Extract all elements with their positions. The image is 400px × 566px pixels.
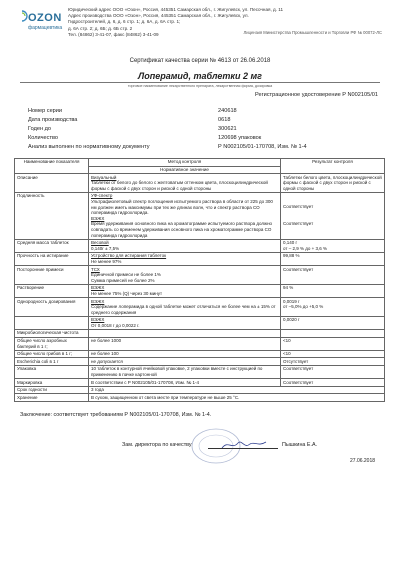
cell-result xyxy=(281,192,385,239)
cell-result-text: от – 2,9 % до + 3,6 % xyxy=(283,245,327,251)
certificate-footer xyxy=(14,412,386,462)
cell-norm-text: 0,140г ± 7,5% xyxy=(91,245,120,251)
cell-norm-text: Единичной примеси не более 1% xyxy=(91,272,161,278)
table-row xyxy=(15,350,385,358)
cell-result: 99,88 % xyxy=(281,252,385,265)
cell-indicator: Посторонние примеси xyxy=(15,266,89,285)
signer-label: Зам. директора по качеству xyxy=(122,441,192,448)
address-line: Юридический адрес ООО «Озон», Россия, 445351 Самарская обл., г. Жигулевск, ул. Песочная, д. 11 xyxy=(68,7,284,12)
table-row xyxy=(15,192,385,239)
cell-norm-text: Сумма примесей не более 2% xyxy=(91,277,155,283)
cell-method: Весовой xyxy=(91,240,109,246)
cell-indicator: Однородность дозирования xyxy=(15,298,89,317)
cell-result: 0,0020 г xyxy=(281,316,385,329)
info-label: Годен до xyxy=(28,125,52,132)
cell-norm: не допускается xyxy=(89,358,281,366)
specification-table xyxy=(14,158,385,402)
cell-indicator: Маркировка xyxy=(15,379,89,387)
info-row xyxy=(14,143,386,152)
logo-swirl-icon xyxy=(16,10,28,22)
cell-norm: 10 таблеток в контурной ячейковой упаковке, 2 упаковки вместе с инструкцией по применению в пачке картонной xyxy=(89,365,281,378)
cell-indicator: Подлинность xyxy=(15,192,89,239)
cell-result xyxy=(281,329,385,337)
cell-norm xyxy=(89,316,281,329)
cell-indicator: Escherichia coli в 1 г xyxy=(15,358,89,366)
cell-norm xyxy=(89,252,281,265)
cell-method: Устройство для истирания таблеток xyxy=(91,253,167,259)
letterhead xyxy=(14,0,386,44)
cell-indicator: Общее число грибов в 1 г; xyxy=(15,350,89,358)
cell-indicator: Общее число аэробных бактерий в 1 г; xyxy=(15,337,89,350)
cell-indicator: Упаковка xyxy=(15,365,89,378)
table-row xyxy=(15,239,385,252)
header-indicator: Наименование показателя xyxy=(15,158,89,173)
cell-result: Отсутствует xyxy=(281,358,385,366)
cell-result: Соответствует xyxy=(281,266,385,285)
logo-subtitle: фармацевтика xyxy=(28,25,63,31)
cell-norm: не более 100 xyxy=(89,350,281,358)
cell-norm-text: Таблетки от белого до белого с желтоватым оттенком цвета, плоскоцилиндрической формы с фаской с двух сторон и риской с одной стороны xyxy=(91,180,268,191)
cell-indicator: Описание xyxy=(15,174,89,193)
table-row xyxy=(15,394,385,402)
info-value: Р N002105/01-170708, Изм. № 1-4 xyxy=(218,144,307,151)
signature-icon xyxy=(220,438,268,452)
cell-norm xyxy=(89,329,281,337)
cell-method: ВЭЖХ xyxy=(91,298,105,304)
ozon-logo xyxy=(22,8,66,42)
cell-result: <10 xyxy=(281,337,385,350)
table-row xyxy=(15,358,385,366)
cell-norm xyxy=(89,192,281,239)
cell-result: Соответствует xyxy=(281,379,385,387)
cell-result: Таблетки белого цвета, плоскоцилиндрической формы с фаской с двух сторон и риской с одной стороны xyxy=(281,174,385,193)
cell-norm-text: Ультрафиолетовый спектр поглощения испытуемого раствора в области от 225 до 300 нм должен иметь максимумы при тех же длинах волн, что и спектр раствора СО лоперамида гидрохлорида. xyxy=(91,199,273,216)
cell-indicator: Средняя масса таблеток xyxy=(15,239,89,252)
cell-norm-text: От 0,0018 г до 0,0022 г. xyxy=(91,322,140,328)
cell-result: Соответствует xyxy=(281,365,385,378)
table-row xyxy=(15,379,385,387)
cell-norm-text: Время удерживания основного пика на хроматограмме испытуемого раствора должно совпадать со временем удерживания основного пика на хроматограмме раствора СО лоперамида гидрохлорида xyxy=(91,221,273,238)
address-line: Тел. (84862) 3-41-07, факс (84862) 3-41-09 xyxy=(68,31,159,37)
cell-result-text: 0,140 г xyxy=(283,240,298,246)
info-row xyxy=(14,106,386,115)
table-row xyxy=(15,337,385,350)
cell-norm xyxy=(89,284,281,297)
info-label: Дата производства xyxy=(28,116,78,123)
product-underline xyxy=(20,82,380,83)
cell-result xyxy=(281,239,385,252)
license-text: Лицензия Министерства Промышленности и Торговли РФ № 00072-ЛС xyxy=(243,30,382,35)
info-label: Анализ выполнен по нормативному документу xyxy=(28,144,150,151)
cell-norm xyxy=(89,239,281,252)
table-header-row xyxy=(15,158,385,166)
certificate-title: Сертификат качества серии № 4613 от 26.06.2018 xyxy=(129,58,271,64)
cell-norm xyxy=(89,298,281,317)
signature-date: 27.06.2018 xyxy=(350,457,376,464)
cell-indicator: Растворение xyxy=(15,284,89,297)
cell-norm: В сухом, защищенном от света месте при температуре не выше 25 °С. xyxy=(89,394,385,402)
table-row xyxy=(15,174,385,193)
info-value: 0618 xyxy=(218,116,231,123)
cell-indicator: Срок годности xyxy=(15,386,89,394)
address-line: Адрес производства ООО «Озон», Россия, 445351 Самарская обл., г. Жигулевск, ул. Гидростроителей, д. 6, д. 6 стр. 1; д. 6А, д. 6А стр. 1; xyxy=(68,13,249,25)
cell-norm xyxy=(89,266,281,285)
product-name: Лоперамид, таблетки 2 мг xyxy=(138,71,262,81)
table-row xyxy=(15,284,385,297)
cell-result-text: от –5,0% до +5,0 % xyxy=(283,304,324,310)
cell-method: Визуальный xyxy=(91,174,117,180)
product-note: торговое наименование лекарственного препарата, лекарственная форма, дозировка xyxy=(127,84,273,88)
signer-name: Пышкина Е.А. xyxy=(282,441,318,448)
cell-norm-text: Не менее 97% xyxy=(91,258,122,264)
info-value: 300621 xyxy=(218,125,237,132)
signature-block xyxy=(14,438,386,462)
info-label: Количество xyxy=(28,135,59,142)
cell-indicator xyxy=(15,316,89,329)
cell-norm: 3 года xyxy=(89,386,385,394)
header-norm: Нормативное значение xyxy=(89,166,281,174)
cell-method: ТСХ xyxy=(91,266,100,272)
cell-method: УФ-спектр xyxy=(91,193,113,199)
table-row xyxy=(15,365,385,378)
cell-norm: не более 1000 xyxy=(89,337,281,350)
header-method: Метод контроля xyxy=(89,158,281,166)
cell-method: ВЭЖХ xyxy=(91,317,105,323)
cell-result: 94 % xyxy=(281,284,385,297)
table-row xyxy=(15,252,385,265)
table-row xyxy=(15,316,385,329)
cell-result-text: 0,0019 г xyxy=(283,298,300,304)
table-row xyxy=(15,266,385,285)
header-result: Результат контроля xyxy=(281,158,385,173)
info-label: Номер серии xyxy=(28,107,63,114)
info-value: 240618 xyxy=(218,107,237,114)
cell-indicator: Микробиологическая чистота xyxy=(15,329,89,337)
conclusion-text: Заключение: соответствует требованиям Р N002105/01-170708, Изм. № 1-4. xyxy=(20,411,212,418)
cell-result: <10 xyxy=(281,350,385,358)
info-value: 120698 упаковок xyxy=(218,135,262,142)
cell-norm xyxy=(89,174,281,193)
info-row xyxy=(14,124,386,133)
cell-result xyxy=(281,298,385,317)
signature-line xyxy=(208,448,278,449)
address-line: д. 6А стр. 2; д. 6Б; д. 6Б стр. 2 xyxy=(68,25,133,31)
table-row xyxy=(15,298,385,317)
cell-method: ВЭЖХ xyxy=(91,215,105,221)
registration-number: Регистрационное удостоверение Р N002105/01 xyxy=(254,92,378,98)
logo-wordmark: OZON xyxy=(28,12,62,24)
cell-norm-text: Содержание лоперамида в одной таблетке может отличаться не более чем на ± 15% от среднего содержания xyxy=(91,304,276,315)
cell-norm-text: Не менее 75% (Q) через 30 минут xyxy=(91,290,163,296)
cell-norm: В соответствии с Р N002105/01-170708, Изм. № 1-4 xyxy=(89,379,281,387)
cell-result-text: Соответствует xyxy=(283,221,314,226)
info-row xyxy=(14,134,386,143)
cell-result-text: Соответствует xyxy=(283,204,314,210)
cell-method: ВЭЖХ xyxy=(91,285,105,291)
cell-indicator: Хранение xyxy=(15,394,89,402)
table-row xyxy=(15,329,385,337)
cell-indicator: Прочность на истирание xyxy=(15,252,89,265)
batch-info xyxy=(14,106,386,152)
table-row xyxy=(15,386,385,394)
info-row xyxy=(14,115,386,124)
